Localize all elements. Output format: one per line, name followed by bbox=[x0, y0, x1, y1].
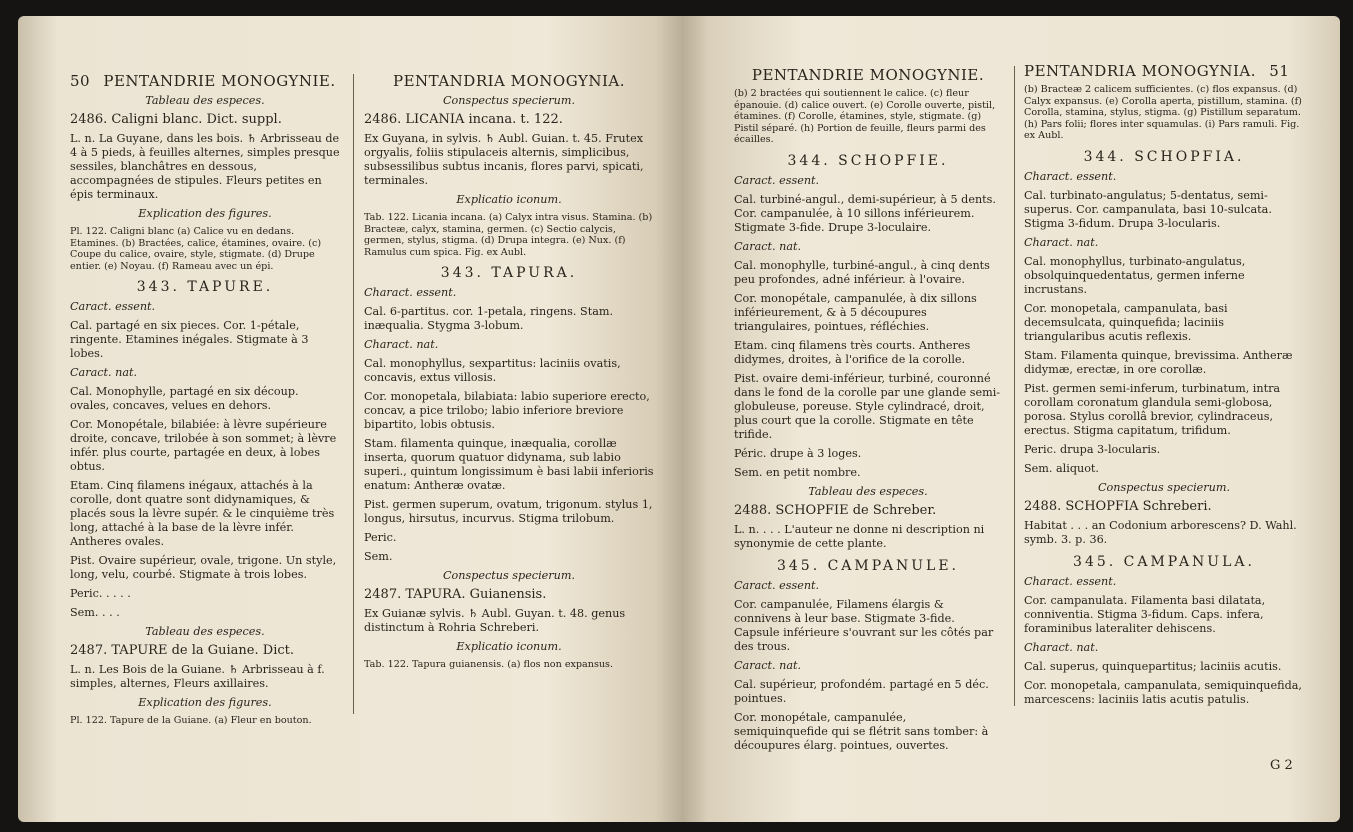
running-title: PENTANDRIE MONOGYNIE. bbox=[103, 72, 336, 90]
figure-explanation: Pl. 122. Tapure de la Guiane. (a) Fleur en bouton. bbox=[70, 715, 312, 726]
right-page-header-right bbox=[1024, 64, 1304, 78]
character-label: Charact. essent. bbox=[1024, 574, 1117, 588]
left-page-latin-column bbox=[364, 74, 654, 676]
character-label: Caract. nat. bbox=[734, 239, 802, 253]
text-paragraph: Sem. aliquot. bbox=[1024, 461, 1099, 475]
left-page-header-left bbox=[70, 74, 340, 88]
text-paragraph: Peric. bbox=[364, 531, 397, 544]
text-paragraph: Cal. monophylle, turbiné-angul., à cinq dents peu profondes, adné inférieur. à l'ovaire. bbox=[734, 258, 990, 286]
section-heading: Tableau des especes. bbox=[145, 94, 265, 107]
text-paragraph: Cal. supérieur, profondém. partagé en 5 déc. pointues. bbox=[734, 677, 989, 705]
genus-heading: 343. TAPURA. bbox=[440, 265, 578, 281]
text-paragraph: Cor. monopetala, bilabiata: labio superiore erecto, concav, a pice trilobo; labio inferiore breviore bipartito, lobis obtusis. bbox=[364, 390, 650, 431]
character-label: Caract. essent. bbox=[734, 578, 820, 592]
section-heading: Conspectus specierum. bbox=[443, 569, 575, 582]
figure-explanation: Pl. 122. Caligni blanc (a) Calice vu en dedans. Etamines. (b) Bractées, calice, étamines, ovaire. (c) Coupe du calice, ovaire, style, stigmate. (d) Drupe entier. (e) Noyau. (f) Rameau avec un épi. bbox=[70, 226, 322, 272]
text-paragraph: Pist. ovaire demi-inférieur, turbiné, couronné dans le fond de la corolle par une glande semi-globuleuse, poreuse. Style cylindracé, droit, plus court que la corolle. Stigmate en tête trifide. bbox=[734, 371, 1001, 441]
right-page-french-column bbox=[734, 68, 1002, 758]
open-book bbox=[18, 16, 1340, 822]
text-paragraph: Ex Guianæ sylvis. ♄ Aubl. Guyan. t. 48. genus distinctum à Rohria Schreberi. bbox=[364, 607, 626, 634]
text-paragraph: L. n. . . . L'auteur ne donne ni description ni synonymie de cette plante. bbox=[734, 522, 985, 550]
running-title: PENTANDRIE MONOGYNIE. bbox=[751, 66, 985, 84]
species-entry: 2486. LICANIA incana. t. 122. bbox=[364, 112, 563, 127]
left-page-french-column bbox=[70, 74, 340, 732]
text-column bbox=[364, 94, 654, 671]
text-paragraph: Cor. campanulata. Filamenta basi dilatata, conniventia. Stigma 3-fidum. Caps. infera, foraminibus lateraliter dehiscens. bbox=[1024, 593, 1266, 635]
text-paragraph: Sem. bbox=[364, 550, 393, 563]
species-entry: 2487. TAPURE de la Guiane. Dict. bbox=[70, 643, 294, 658]
character-label: Charact. nat. bbox=[364, 338, 439, 351]
text-paragraph: Cor. monopetala, campanulata, basi decemsulcata, quinquefida; laciniis triangularibus acutis reflexis. bbox=[1024, 301, 1228, 343]
text-paragraph: L. n. Les Bois de la Guiane. ♄ Arbrisseau à f. simples, alternes, Fleurs axillaires. bbox=[70, 663, 325, 690]
text-paragraph: Cal. monophyllus, turbinato-angulatus, obsolquinquedentatus, germen inferne incrustans. bbox=[1024, 254, 1246, 296]
genus-heading: 344. SCHOPFIA. bbox=[1083, 148, 1245, 165]
character-label: Charact. nat. bbox=[1024, 235, 1099, 249]
species-entry: 2486. Caligni blanc. Dict. suppl. bbox=[70, 112, 282, 127]
column-rule bbox=[1014, 66, 1015, 706]
column-rule bbox=[353, 74, 354, 714]
text-paragraph: Peric. . . . . bbox=[70, 587, 131, 600]
genus-heading: 345. CAMPANULA. bbox=[1073, 553, 1255, 570]
page-number: 50 bbox=[70, 72, 91, 90]
figure-explanation: Tab. 122. Licania incana. (a) Calyx intra visus. Stamina. (b) Bracteæ, calyx, stamina, germen. (c) Sectio calycis, germen, stylus, stigma. (d) Drupa integra. (e) Nux. (f) Ramulus cum spica. Fig. ex Aubl. bbox=[364, 212, 653, 258]
figure-explanation: (b) Bracteæ 2 calicem sufficientes. (c) flos expansus. (d) Calyx expansus. (e) Corolla aperta, pistillum, stamina. (f) Corolla, stamina, stylus, stigma. (g) Pistillum separatum. (h) Pars folii; flores inter squamulas. (i) Pars ramuli. Fig. ex Aubl. bbox=[1024, 84, 1302, 141]
character-label: Caract. essent. bbox=[734, 173, 820, 187]
figure-explanation: Tab. 122. Tapura guianensis. (a) flos non expansus. bbox=[364, 659, 614, 670]
genus-heading: 345. CAMPANULE. bbox=[776, 557, 960, 574]
text-paragraph: Cal. turbinato-angulatus; 5-dentatus, semi-superus. Cor. campanulata, basi 10-sulcata. Stigma 3-fidum. Drupa 3-locularis. bbox=[1024, 188, 1272, 230]
running-title: PENTANDRIA MONOGYNIA. bbox=[1024, 62, 1257, 80]
text-paragraph: Peric. drupa 3-locularis. bbox=[1024, 442, 1161, 456]
section-heading: Conspectus specierum. bbox=[1098, 480, 1230, 494]
section-heading: Explication des figures. bbox=[138, 207, 272, 220]
text-paragraph: Cor. campanulée, Filamens élargis & connivens à leur base. Stigmate 3-fide. Capsule inférieure s'ouvrant sur les côtés par des trous. bbox=[734, 597, 994, 653]
species-entry: 2488. SCHOPFIE de Schreber. bbox=[734, 502, 937, 518]
text-paragraph: Cal. partagé en six pieces. Cor. 1-pétale, ringente. Etamines inégales. Stigmate à 3 lobes. bbox=[70, 319, 309, 360]
section-heading: Tableau des especes. bbox=[145, 625, 265, 638]
left-page bbox=[18, 16, 682, 822]
text-paragraph: Sem. en petit nombre. bbox=[734, 465, 861, 479]
character-label: Charact. nat. bbox=[1024, 640, 1099, 654]
species-entry: 2488. SCHOPFIA Schreberi. bbox=[1024, 498, 1212, 514]
character-label: Caract. nat. bbox=[70, 366, 138, 379]
section-heading: Explicatio iconum. bbox=[456, 193, 562, 206]
text-paragraph: Pist. germen semi-inferum, turbinatum, intra corollam coronatum glandula semi-globosa, porosa. Stylus corollâ brevior, cylindraceus, erectus. Stigma capitatum, trifidum. bbox=[1024, 381, 1281, 437]
text-column bbox=[734, 88, 1002, 753]
character-label: Caract. nat. bbox=[734, 658, 802, 672]
figure-explanation: (b) 2 bractées qui soutiennent le calice. (c) fleur épanouie. (d) calice ouvert. (e) Corolle ouverte, pistil, étamines. (f) Corolle, étamines, style, stigmate. (g) Pistil séparé. (h) Portion de feuille, fleurs parmi des écailles. bbox=[734, 88, 996, 145]
text-paragraph: Ex Guyana, in sylvis. ♄ Aubl. Guian. t. 45. Frutex orgyalis, foliis stipulaceis alternis, simplicibus, subsessilibus subtus incanis, flores parvi, spicati, terminales. bbox=[364, 132, 644, 187]
text-paragraph: Cal. superus, quinquepartitus; laciniis acutis. bbox=[1024, 659, 1282, 673]
text-paragraph: Cal. 6-partitus. cor. 1-petala, ringens. Stam. inæqualia. Stygma 3-lobum. bbox=[364, 305, 614, 332]
text-paragraph: Cor. monopétale, campanulée, semiquinquefide qui se flétrit sans tomber: à découpures élarg. pointues, ouvertes. bbox=[734, 710, 989, 752]
species-entry: 2487. TAPURA. Guianensis. bbox=[364, 587, 547, 602]
text-paragraph: Cor. Monopétale, bilabiée: à lèvre supérieure droite, concave, trilobée à son sommet; à lèvre infér. plus courte, partagée en deux, à lobes obtus. bbox=[70, 418, 337, 473]
section-heading: Explication des figures. bbox=[138, 696, 272, 709]
text-paragraph: Stam. filamenta quinque, inæqualia, corollæ inserta, quorum quatuor didynama, sub labio superi., quintum longissimum è basi labii inferioris enatum: Antheræ ovatæ. bbox=[364, 437, 654, 492]
section-heading: Tableau des especes. bbox=[808, 484, 928, 498]
text-column bbox=[70, 94, 340, 727]
text-paragraph: Pist. germen superum, ovatum, trigonum. stylus 1, longus, hirsutus, incurvus. Stigma trilobum. bbox=[364, 498, 653, 525]
genus-heading: 344. SCHOPFIE. bbox=[787, 152, 949, 169]
right-page-latin-column bbox=[1024, 64, 1304, 712]
text-paragraph: Habitat . . . an Codonium arborescens? D. Wahl. symb. 3. p. 36. bbox=[1024, 518, 1297, 546]
text-paragraph: Etam. cinq filamens très courts. Antheres didymes, droites, à l'orifice de la corolle. bbox=[734, 338, 971, 366]
text-column bbox=[1024, 84, 1304, 707]
character-label: Caract. essent. bbox=[70, 300, 156, 313]
character-label: Charact. essent. bbox=[1024, 169, 1117, 183]
left-page-header-right bbox=[364, 74, 654, 88]
signature-mark: G 2 bbox=[1270, 758, 1293, 773]
text-paragraph: Sem. . . . bbox=[70, 606, 120, 619]
text-paragraph: Cal. monophyllus, sexpartitus: laciniis ovatis, concavis, extus villosis. bbox=[364, 357, 621, 384]
text-paragraph: Cor. monopetala, campanulata, semiquinquefida, marcescens: laciniis latis acutis patulis. bbox=[1024, 678, 1302, 706]
right-page bbox=[682, 16, 1340, 822]
text-paragraph: Cal. turbiné-angul., demi-supérieur, à 5 dents. Cor. campanulée, à 10 sillons inférieurem. Stigmate 3-fide. Drupe 3-loculaire. bbox=[734, 192, 996, 234]
text-paragraph: Stam. Filamenta quinque, brevissima. Antheræ didymæ, erectæ, in ore corollæ. bbox=[1024, 348, 1293, 376]
text-paragraph: Pist. Ovaire supérieur, ovale, trigone. Un style, long, velu, courbé. Stigmate à trois lobes. bbox=[70, 554, 337, 581]
right-page-header-left bbox=[734, 68, 1002, 82]
genus-heading: 343. TAPURE. bbox=[136, 279, 274, 295]
text-paragraph: L. n. La Guyane, dans les bois. ♄ Arbrisseau de 4 à 5 pieds, à feuilles alternes, simples presque sessiles, blanchâtres en dessous, accompagnées de stipules. Fleurs petites en épis terminaux. bbox=[70, 132, 340, 201]
running-title: PENTANDRIA MONOGYNIA. bbox=[392, 72, 625, 90]
text-paragraph: Péric. drupe à 3 loges. bbox=[734, 446, 862, 460]
section-heading: Conspectus specierum. bbox=[443, 94, 575, 107]
text-paragraph: Cor. monopétale, campanulée, à dix sillons inférieurement, & à 5 découpures triangulaires, pointues, réfléchies. bbox=[734, 291, 977, 333]
section-heading: Explicatio iconum. bbox=[456, 640, 562, 653]
text-paragraph: Etam. Cinq filamens inégaux, attachés à la corolle, dont quatre sont didynamiques, & placés sous la lèvre supér. & le cinquième très long, attaché à la base de la lèvre infér. Antheres ovales. bbox=[70, 479, 335, 548]
character-label: Charact. essent. bbox=[364, 286, 457, 299]
text-paragraph: Cal. Monophylle, partagé en six découp. ovales, concaves, velues en dehors. bbox=[70, 385, 299, 412]
page-number: 51 bbox=[1269, 62, 1290, 80]
